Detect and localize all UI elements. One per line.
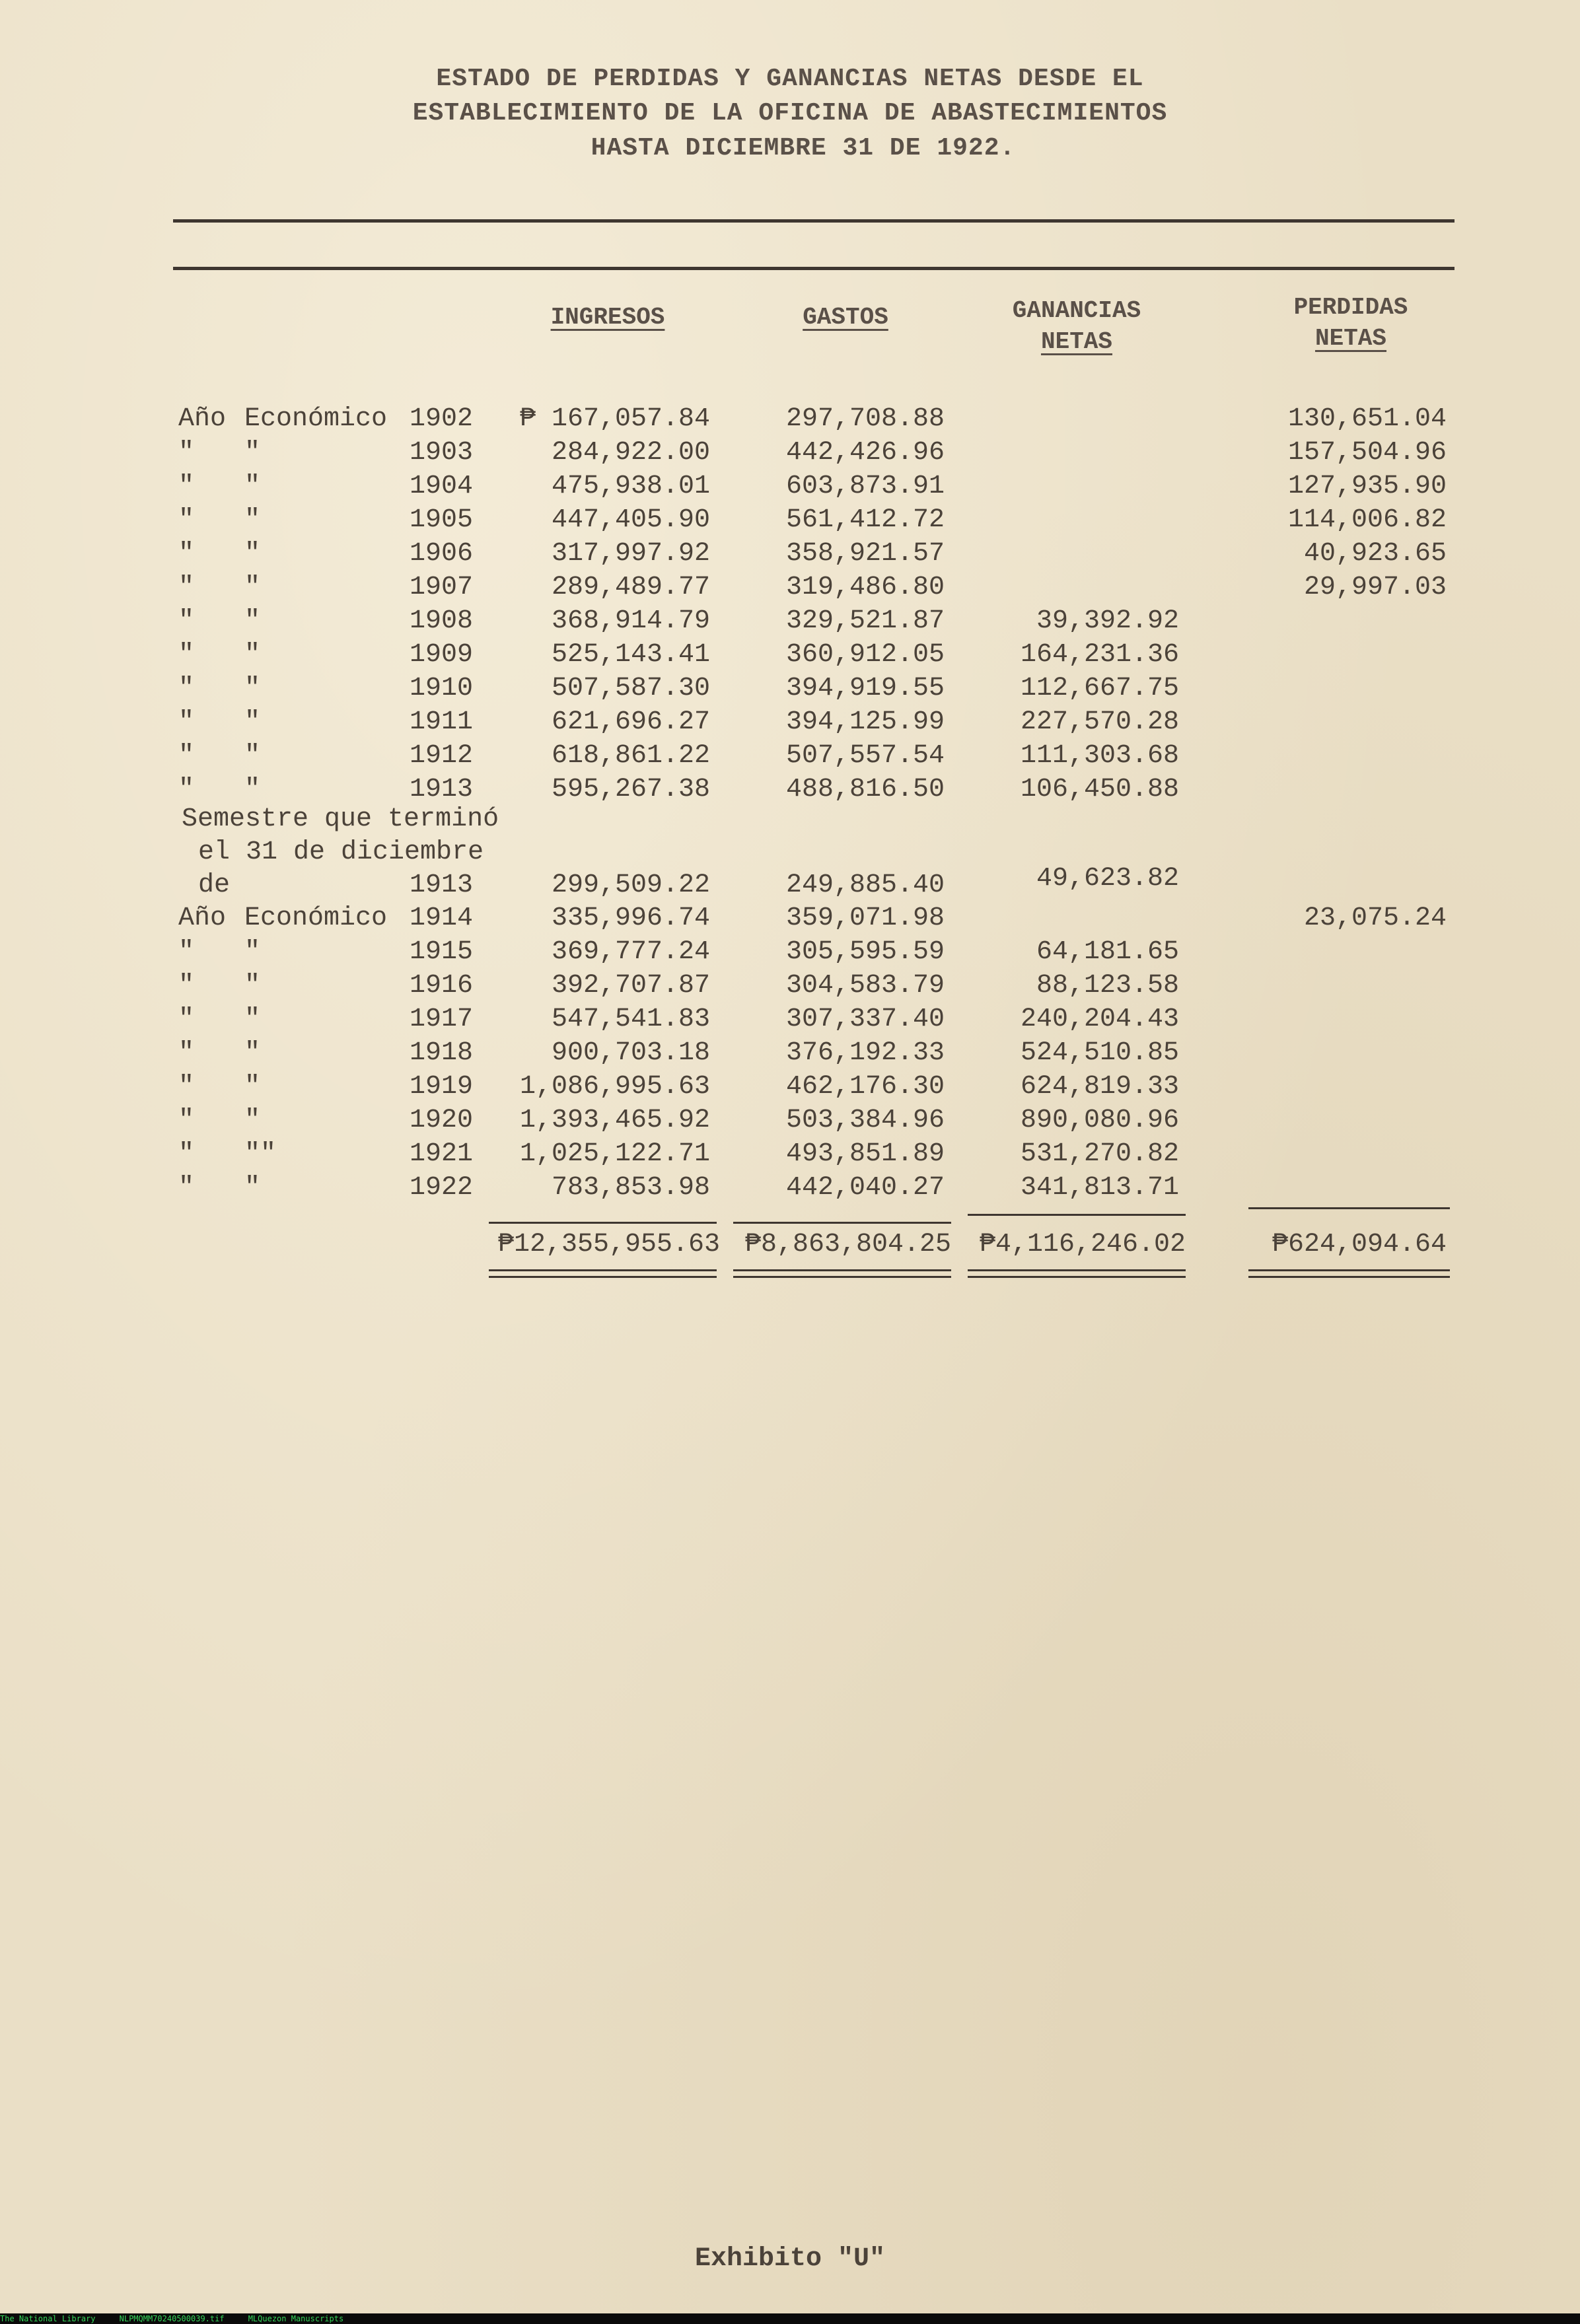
row-year: 1911 (410, 707, 474, 737)
row-label-1: Año (178, 404, 227, 434)
row-label-2: " (244, 1004, 261, 1034)
row-gastos: 488,816.50 (785, 775, 945, 804)
row-label-1: " (178, 937, 195, 967)
row-label-1: " (178, 1004, 195, 1034)
row-gastos: 603,873.91 (785, 472, 945, 501)
total-gastos: ₱8,863,804.25 (744, 1230, 951, 1259)
row-label-1: " (178, 539, 195, 569)
row-label-1: " (178, 1072, 195, 1102)
row-ingresos: 335,996.74 (551, 903, 710, 933)
row-gastos: 359,071.98 (785, 903, 945, 933)
row-ingresos: 369,777.24 (551, 937, 710, 967)
row-ingresos: 783,853.98 (551, 1173, 710, 1203)
row-gastos: 442,426.96 (785, 438, 945, 468)
total-rule-perdidas (1248, 1207, 1450, 1209)
total-double-rule-b-2 (968, 1276, 1186, 1278)
header-ingresos: INGRESOS (550, 304, 665, 331)
row-gastos: 462,176.30 (785, 1072, 945, 1102)
row-ingresos: 447,405.90 (551, 505, 710, 535)
row-gastos: 358,921.57 (785, 539, 945, 569)
row-gastos: 394,125.99 (785, 707, 945, 737)
row-label-2: " (244, 707, 261, 737)
row-label-2: " (244, 1106, 261, 1135)
row-label-1: " (178, 707, 195, 737)
row-label-1: " (178, 971, 195, 1001)
row-ingresos: 900,703.18 (551, 1038, 710, 1068)
row-ganancias: 531,270.82 (1020, 1139, 1179, 1169)
title-line-3: HASTA DICIEMBRE 31 DE 1922. (591, 134, 1016, 162)
row-label-2: " (244, 1072, 261, 1102)
footer-collection: MLQuezon Manuscripts (248, 2314, 344, 2323)
top-rule-1 (173, 219, 1454, 223)
semestre-year: 1913 (410, 870, 474, 900)
row-label-1: " (178, 472, 195, 501)
row-year: 1912 (410, 741, 474, 771)
row-ingresos: 618,861.22 (551, 741, 710, 771)
row-ingresos: 1,025,122.71 (519, 1139, 710, 1169)
row-ganancias: 39,392.92 (1036, 606, 1179, 636)
row-perdidas: 23,075.24 (1303, 903, 1447, 933)
row-label-1: " (178, 741, 195, 771)
row-year: 1921 (410, 1139, 474, 1169)
row-year: 1914 (410, 903, 474, 933)
row-label-2: " (244, 741, 261, 771)
row-ingresos: 1,393,465.92 (519, 1106, 710, 1135)
footer-file: NLPMQMM70240500039.tif (119, 2314, 225, 2323)
row-label-1: " (178, 674, 195, 703)
row-ingresos: 284,922.00 (551, 438, 710, 468)
total-double-rule-a-1 (733, 1269, 951, 1271)
row-gastos: 561,412.72 (785, 505, 945, 535)
row-ganancias: 106,450.88 (1020, 775, 1179, 804)
header-ganancias (964, 297, 1189, 355)
row-gastos: 297,708.88 (785, 404, 945, 434)
row-gastos: 307,337.40 (785, 1004, 945, 1034)
semestre-label-3: de (198, 870, 231, 900)
row-ingresos: 317,997.92 (551, 539, 710, 569)
row-year: 1905 (410, 505, 474, 535)
row-perdidas: 130,651.04 (1287, 404, 1447, 434)
row-gastos: 503,384.96 (785, 1106, 945, 1135)
row-year: 1916 (410, 971, 474, 1001)
row-ganancias: 88,123.58 (1036, 971, 1179, 1001)
row-perdidas: 127,935.90 (1287, 472, 1447, 501)
row-label-2: " (244, 640, 261, 670)
row-gastos: 319,486.80 (785, 573, 945, 602)
header-ganancias-line1: GANANCIAS (1012, 297, 1141, 324)
row-label-1: " (178, 1106, 195, 1135)
semestre-ingresos: 299,509.22 (551, 870, 710, 900)
row-year: 1913 (410, 775, 474, 804)
row-year: 1904 (410, 472, 474, 501)
row-gastos: 376,192.33 (785, 1038, 945, 1068)
row-label-2: " (244, 1173, 261, 1203)
row-ganancias: 624,819.33 (1020, 1072, 1179, 1102)
row-label-1: " (178, 606, 195, 636)
total-double-rule-b-3 (1248, 1276, 1450, 1278)
row-ingresos: 289,489.77 (551, 573, 710, 602)
row-label-1: " (178, 1139, 195, 1169)
row-perdidas: 157,504.96 (1287, 438, 1447, 468)
row-label-2: " (244, 472, 261, 501)
row-ganancias: 227,570.28 (1020, 707, 1179, 737)
header-perdidas-line2: NETAS (1314, 325, 1387, 352)
row-ganancias: 111,303.68 (1020, 741, 1179, 771)
row-perdidas: 29,997.03 (1303, 573, 1447, 602)
row-label-2: " (244, 937, 261, 967)
total-rule-ganancias (968, 1214, 1186, 1216)
row-gastos: 329,521.87 (785, 606, 945, 636)
row-label-2: " (244, 505, 261, 535)
row-gastos: 305,595.59 (785, 937, 945, 967)
row-ingresos: ₱ 167,057.84 (519, 404, 710, 434)
row-label-2: " (244, 971, 261, 1001)
row-gastos: 507,557.54 (785, 741, 945, 771)
row-label-2: " (244, 674, 261, 703)
header-perdidas (1242, 294, 1460, 352)
total-double-rule-a-0 (489, 1269, 717, 1271)
row-ingresos: 595,267.38 (551, 775, 710, 804)
row-label-2: " (244, 606, 261, 636)
total-ingresos: ₱12,355,955.63 (497, 1230, 720, 1259)
title-line-2: ESTABLECIMIENTO DE LA OFICINA DE ABASTECIMIENTOS (412, 99, 1168, 127)
row-gastos: 493,851.89 (785, 1139, 945, 1169)
row-ganancias: 890,080.96 (1020, 1106, 1179, 1135)
row-label-1: " (178, 505, 195, 535)
row-year: 1902 (410, 404, 474, 434)
semestre-gastos: 249,885.40 (785, 870, 945, 900)
semestre-label-2: el 31 de diciembre (198, 837, 484, 867)
row-ganancias: 112,667.75 (1020, 674, 1179, 703)
row-label-1: " (178, 640, 195, 670)
row-year: 1915 (410, 937, 474, 967)
title-line-1: ESTADO DE PERDIDAS Y GANANCIAS NETAS DESDE EL (436, 65, 1144, 93)
row-ingresos: 621,696.27 (551, 707, 710, 737)
row-ganancias: 240,204.43 (1020, 1004, 1179, 1034)
row-label-2: Económico (244, 404, 388, 434)
row-label-1: " (178, 775, 195, 804)
row-year: 1918 (410, 1038, 474, 1068)
total-ganancias: ₱4,116,246.02 (979, 1230, 1186, 1259)
row-ganancias: 164,231.36 (1020, 640, 1179, 670)
row-perdidas: 114,006.82 (1287, 505, 1447, 535)
row-ingresos: 368,914.79 (551, 606, 710, 636)
row-year: 1917 (410, 1004, 474, 1034)
row-label-2: " (244, 539, 261, 569)
header-ganancias-line2: NETAS (1040, 328, 1113, 355)
row-ganancias: 64,181.65 (1036, 937, 1179, 967)
row-ingresos: 475,938.01 (551, 472, 710, 501)
archive-footer (0, 2313, 1580, 2324)
row-gastos: 394,919.55 (785, 674, 945, 703)
total-double-rule-b-1 (733, 1276, 951, 1278)
row-label-1: " (178, 1173, 195, 1203)
semestre-ganancias: 49,623.82 (1036, 864, 1179, 894)
row-label-2: " (244, 1038, 261, 1068)
row-year: 1908 (410, 606, 474, 636)
row-gastos: 304,583.79 (785, 971, 945, 1001)
exhibit-label: Exhibito "U" (694, 2244, 886, 2274)
header-perdidas-line1: PERDIDAS (1293, 294, 1408, 321)
row-year: 1922 (410, 1173, 474, 1203)
row-year: 1910 (410, 674, 474, 703)
row-year: 1909 (410, 640, 474, 670)
row-ingresos: 507,587.30 (551, 674, 710, 703)
header-gastos: GASTOS (803, 304, 888, 331)
row-label-2: " (244, 438, 261, 468)
row-gastos: 360,912.05 (785, 640, 945, 670)
row-ingresos: 1,086,995.63 (519, 1072, 710, 1102)
total-perdidas: ₱624,094.64 (1272, 1230, 1447, 1259)
row-year: 1907 (410, 573, 474, 602)
row-ingresos: 392,707.87 (551, 971, 710, 1001)
row-label-2: " (244, 775, 261, 804)
row-label-2: Económico (244, 903, 388, 933)
row-label-1: " (178, 573, 195, 602)
footer-library: The National Library (0, 2314, 96, 2323)
row-year: 1919 (410, 1072, 474, 1102)
row-ingresos: 547,541.83 (551, 1004, 710, 1034)
semestre-label-1: Semestre que terminó (182, 804, 499, 834)
row-perdidas: 40,923.65 (1303, 539, 1447, 569)
row-label-1: " (178, 1038, 195, 1068)
row-year: 1920 (410, 1106, 474, 1135)
top-rule-2 (173, 267, 1454, 270)
row-label-2: " (244, 573, 261, 602)
total-rule-ingresos (489, 1222, 717, 1224)
total-double-rule-a-2 (968, 1269, 1186, 1271)
row-label-2: "" (244, 1139, 277, 1169)
row-ganancias: 524,510.85 (1020, 1038, 1179, 1068)
row-label-1: " (178, 438, 195, 468)
row-ganancias: 341,813.71 (1020, 1173, 1179, 1203)
total-double-rule-a-3 (1248, 1269, 1450, 1271)
row-label-1: Año (178, 903, 227, 933)
total-double-rule-b-0 (489, 1276, 717, 1278)
row-ingresos: 525,143.41 (551, 640, 710, 670)
row-gastos: 442,040.27 (785, 1173, 945, 1203)
row-year: 1906 (410, 539, 474, 569)
row-year: 1903 (410, 438, 474, 468)
total-rule-gastos (733, 1222, 951, 1224)
